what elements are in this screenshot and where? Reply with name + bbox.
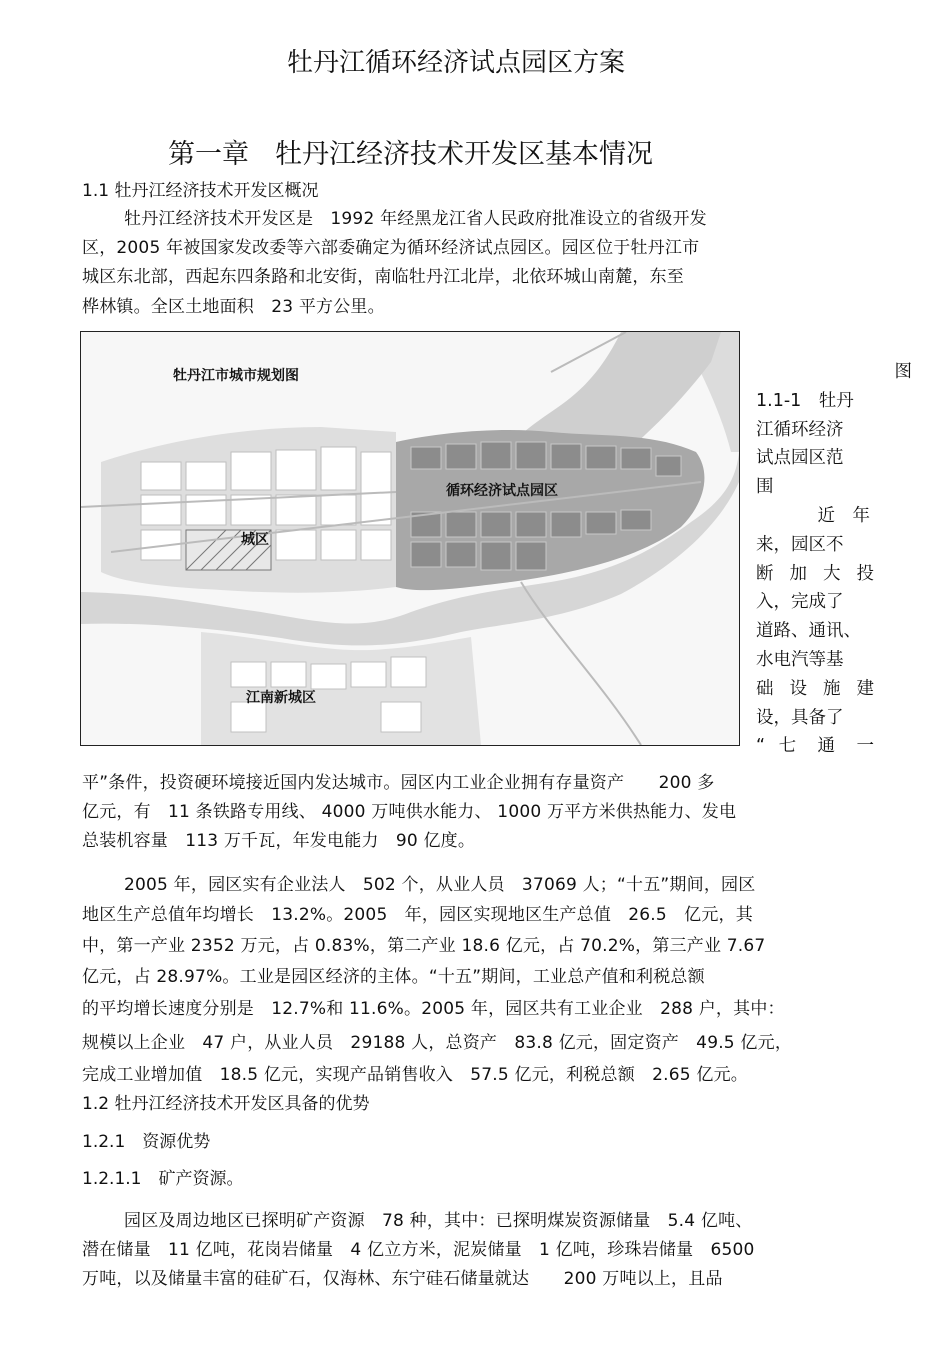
intro-line-4: 桦林镇。全区土地面积 23 平方公里。 [82, 297, 385, 317]
section-1-2-heading: 1.2 牡丹江经济技术开发区具备的优势 [82, 1094, 370, 1114]
map-park-label: 循环经济试点园区 [446, 483, 558, 499]
section-1-1-heading: 1.1 牡丹江经济技术开发区概况 [82, 181, 319, 201]
side-line: 础 设 施 建 [756, 678, 874, 699]
side-line: 试点园区范 [756, 448, 844, 469]
cont-line-3: 总装机容量 113 万千瓦，年发电能力 90 亿度。 [82, 831, 476, 851]
chapter-number: 第一章 [168, 139, 249, 170]
para2-line-2: 地区生产总值年均增长 13.2%。2005 年，园区实现地区生产总值 26.5 亿元，其 [82, 905, 753, 925]
para3-line-3: 万吨，以及储量丰富的硅矿石，仅海林、东宁硅石储量就达 200 万吨以上，且品 [82, 1269, 723, 1289]
side-line: 近 年 [817, 505, 870, 526]
map-title-label: 牡丹江市城市规划图 [173, 368, 299, 384]
para2-line-3: 中，第一产业 2352 万元，占 0.83%，第二产业 18.6 亿元，占 70.2%，第三产业 7.67 [82, 936, 766, 956]
side-line: 设，具备了 [756, 707, 844, 728]
side-line: 江循环经济 [756, 419, 844, 440]
intro-line-3: 城区东北部，西起东四条路和北安街，南临牡丹江北岸，北依环城山南麓，东至 [82, 267, 684, 287]
map-city-label: 城区 [241, 532, 269, 548]
side-line: 入，完成了 [756, 592, 844, 613]
side-line: 道路、通讯、 [756, 621, 861, 642]
side-line: 断 加 大 投 [756, 563, 874, 584]
chapter-name: 牡丹江经济技术开发区基本情况 [275, 139, 653, 170]
document-title: 牡丹江循环经济试点园区方案 [286, 48, 625, 78]
para2-line-7: 完成工业增加值 18.5 亿元，实现产品销售收入 57.5 亿元，利税总额 2.65 亿元。 [82, 1065, 748, 1085]
chapter-heading [168, 132, 653, 171]
side-line: 围 [756, 477, 774, 498]
cont-line-2: 亿元，有 11 条铁路专用线、 4000 万吨供水能力、 1000 万平方米供热能力、发电 [82, 802, 737, 822]
para3-line-2: 潜在储量 11 亿吨，花岗岩储量 4 亿立方米，泥炭储量 1 亿吨，珍珠岩储量 6500 [82, 1240, 755, 1260]
section-1-2-1-1-heading: 1.2.1.1 矿产资源。 [82, 1169, 244, 1189]
side-line: 来，园区不 [756, 534, 844, 555]
map-south-label: 江南新城区 [246, 690, 316, 706]
para2-line-1: 2005 年，园区实有企业法人 502 个，从业人员 37069 人；“十五”期间，园区 [124, 875, 756, 895]
city-plan-map [81, 332, 739, 745]
side-line: 图 [894, 362, 912, 382]
intro-line-2: 区，2005 年被国家发改委等六部委确定为循环经济试点园区。园区位于牡丹江市 [82, 238, 700, 258]
cont-line-1: 平”条件，投资硬环境接近国内发达城市。园区内工业企业拥有存量资产 200 多 [82, 773, 715, 793]
city-plan-map-figure [80, 331, 740, 746]
para3-line-1: 园区及周边地区已探明矿产资源 78 种，其中：已探明煤炭资源储量 5.4 亿吨、 [124, 1211, 753, 1231]
side-line: “ 七 通 一 [756, 736, 874, 757]
para2-line-4: 亿元，占 28.97%。工业是园区经济的主体。“十五”期间，工业总产值和利税总额 [82, 967, 705, 987]
intro-line-1: 牡丹江经济技术开发区是 1992 年经黑龙江省人民政府批准设立的省级开发 [124, 209, 707, 229]
figure-side-text [756, 358, 912, 761]
section-1-2-1-heading: 1.2.1 资源优势 [82, 1132, 211, 1152]
side-line: 1.1-1 牡丹 [756, 390, 854, 411]
para2-line-6: 规模以上企业 47 户，从业人员 29188 人，总资产 83.8 亿元，固定资产 49.5 亿元， [82, 1033, 793, 1053]
side-line: 水电汽等基 [756, 649, 844, 670]
para2-line-5: 的平均增长速度分别是 12.7%和 11.6%。2005 年，园区共有工业企业 288 户，其中： [82, 999, 785, 1019]
